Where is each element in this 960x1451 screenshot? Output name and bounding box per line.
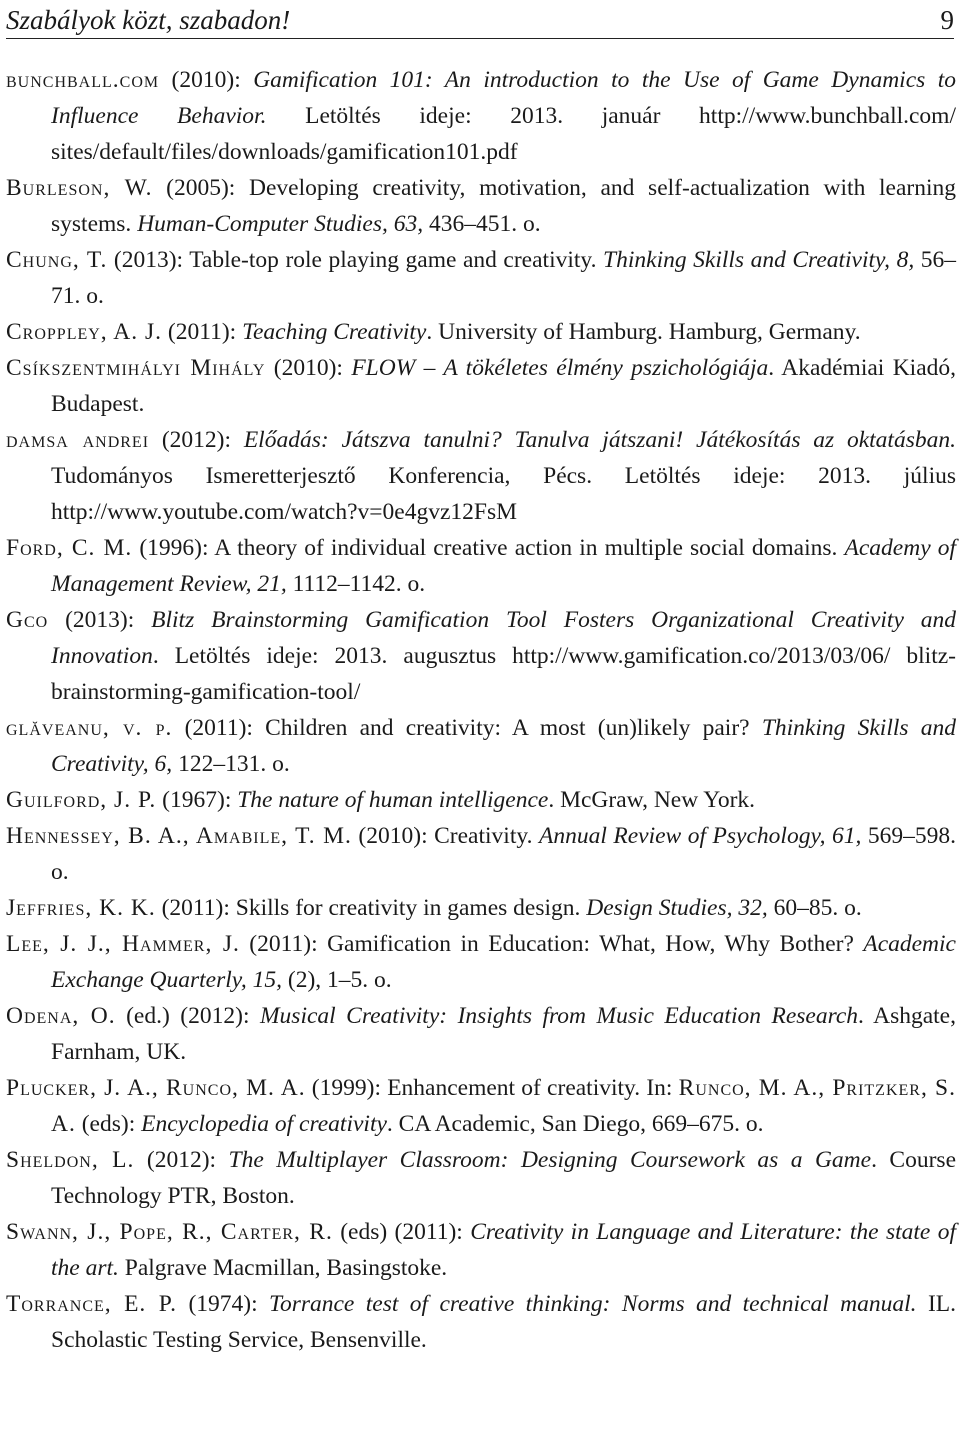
- reference-author: Runco, M. A., Pritzker, S. A.: [51, 1075, 956, 1137]
- reference-text: (eds) (2011):: [332, 1219, 471, 1245]
- reference-text: Palgrave Macmillan, Basingstoke.: [118, 1255, 448, 1281]
- reference-author: Burleson, W.: [6, 175, 153, 201]
- reference-title: Encyclopedia of creativity: [141, 1111, 387, 1137]
- reference-title: The nature of human intelligence: [237, 787, 549, 813]
- reference-author: Gco: [6, 607, 49, 633]
- reference-text: (2012):: [149, 427, 244, 453]
- reference-text: (2013): Table-top role playing game and creativity.: [107, 247, 604, 273]
- reference-title: Thinking Skills and Creativity, 6,: [51, 715, 956, 777]
- reference-author: bunchball.com: [6, 67, 160, 93]
- reference-entry: [6, 170, 956, 242]
- reference-author: Croppley, A. J.: [6, 319, 162, 345]
- reference-text: . Course Technology PTR, Boston.: [51, 1147, 956, 1209]
- reference-author: Chung, T.: [6, 247, 108, 273]
- reference-entry: [6, 1286, 956, 1358]
- reference-text: (2), 1–5. o.: [282, 967, 392, 993]
- reference-author: glăveanu, v. p.: [6, 715, 173, 741]
- reference-author: Csíkszentmihályi Mihály: [6, 355, 266, 381]
- reference-entry: [6, 1214, 956, 1286]
- reference-author: Lee, J. J., Hammer, J.: [6, 931, 240, 957]
- reference-entry: [6, 1142, 956, 1214]
- reference-title: Creativity in Language and Literature: the state of the art.: [51, 1219, 956, 1281]
- reference-text: (1974):: [177, 1291, 270, 1317]
- reference-entry: [6, 890, 956, 926]
- reference-author: Sheldon, L.: [6, 1147, 135, 1173]
- running-title: Szabályok közt, szabadon!: [6, 5, 291, 35]
- reference-title: FLOW – A tökéletes élmény pszichológiája: [351, 355, 769, 381]
- reference-text: 569–598. o.: [51, 823, 957, 885]
- reference-text: . Akadémiai Kiadó, Budapest.: [51, 355, 956, 417]
- reference-title: Thinking Skills and Creativity, 8,: [603, 247, 915, 273]
- reference-title: Torrance test of creative thinking: Norms and technical manual.: [269, 1291, 917, 1317]
- reference-text: (2013):: [48, 607, 152, 633]
- reference-text: (2011): Children and creativity: A most (un)likely pair?: [172, 715, 762, 741]
- reference-text: (2011): Gamification in Education: What, How, Why Bother?: [239, 931, 864, 957]
- reference-text: 1112–1142. o.: [286, 571, 426, 597]
- reference-text: (2005): Developing creativity, motivation, and self-actualization with learning systems.: [51, 175, 956, 237]
- reference-text: (2011):: [162, 319, 243, 345]
- reference-title: Blitz Brainstorming Gamification Tool Fosters Organizational Creativity and Innovation: [51, 607, 956, 669]
- reference-text: (1999): Enhancement of creativity. In:: [305, 1075, 679, 1101]
- page-number: 9: [940, 5, 954, 35]
- reference-title: Musical Creativity: Insights from Music Education Research: [259, 1003, 859, 1029]
- reference-text: 436–451. o.: [423, 211, 541, 237]
- reference-entry: [6, 782, 956, 818]
- reference-entry: [6, 818, 956, 890]
- reference-author: damsa andrei: [6, 427, 150, 453]
- running-header: [6, 4, 954, 39]
- reference-author: Jeffries, K. K.: [6, 895, 156, 921]
- reference-entry: [6, 602, 956, 710]
- reference-entry: [6, 710, 956, 782]
- reference-title: Gamification 101: An introduction to the Use of Game Dynamics to Influence Behavior.: [51, 67, 956, 129]
- reference-text: (2012):: [134, 1147, 229, 1173]
- reference-title: Annual Review of Psychology, 61,: [538, 823, 862, 849]
- reference-title: Előadás: Játszva tanulni? Tanulva játszani! Játékosítás az oktatásban.: [243, 427, 956, 453]
- reference-author: Torrance, E. P.: [6, 1291, 178, 1317]
- reference-text: (1967):: [156, 787, 238, 813]
- reference-text: (2010):: [159, 67, 254, 93]
- reference-text: IL. Scholastic Testing Service, Bensenville.: [51, 1291, 957, 1353]
- reference-entry: [6, 242, 956, 314]
- reference-title: Design Studies, 32,: [586, 895, 768, 921]
- reference-text: (2011): Skills for creativity in games design.: [155, 895, 587, 921]
- reference-entry: [6, 530, 956, 602]
- reference-text: Tudományos Ismeretterjesztő Konferencia, Pécs. Letöltés ideje: 2013. július http://www.youtube.com/watch?v=0e4gvz12FsM: [51, 463, 956, 525]
- reference-text: . McGraw, New York.: [548, 787, 756, 813]
- reference-author: Hennessey, B. A., Amabile, T. M.: [6, 823, 352, 849]
- reference-title: The Multiplayer Classroom: Designing Coursework as a Game: [228, 1147, 872, 1173]
- reference-author: Plucker, J. A., Runco, M. A.: [6, 1075, 306, 1101]
- reference-list: [6, 62, 956, 1358]
- reference-text: . Letöltés ideje: 2013. augusztus http://www.gamification.co/2013/03/06/ blitz-brainstorming-gamification-tool/: [51, 643, 956, 705]
- reference-entry: [6, 314, 956, 350]
- reference-author: Swann, J., Pope, R., Carter, R.: [6, 1219, 333, 1245]
- reference-entry: [6, 422, 956, 530]
- reference-text: . University of Hamburg. Hamburg, Germany.: [426, 319, 861, 345]
- reference-text: . CA Academic, San Diego, 669–675. o.: [386, 1111, 764, 1137]
- reference-text: (eds):: [75, 1111, 142, 1137]
- reference-text: 56–71. o.: [51, 247, 957, 309]
- reference-text: (1996): A theory of individual creative action in multiple social domains.: [132, 535, 845, 561]
- reference-entry: [6, 1070, 956, 1142]
- reference-text: 60–85. o.: [767, 895, 862, 921]
- reference-title: Human-Computer Studies, 63,: [137, 211, 424, 237]
- reference-author: Odena, O.: [6, 1003, 116, 1029]
- reference-text: (2010): Creativity.: [351, 823, 539, 849]
- reference-title: Academic Exchange Quarterly, 15,: [51, 931, 956, 993]
- reference-entry: [6, 998, 956, 1070]
- reference-text: Letöltés ideje: 2013. január http://www.bunchball.com/ sites/default/files/downloads/gamification101.pdf: [51, 103, 956, 165]
- reference-entry: [6, 926, 956, 998]
- reference-entry: [6, 350, 956, 422]
- reference-author: Ford, C. M.: [6, 535, 133, 561]
- reference-text: 122–131. o.: [172, 751, 290, 777]
- reference-entry: [6, 62, 956, 170]
- reference-title: Academy of Management Review, 21,: [51, 535, 957, 597]
- reference-text: (2010):: [265, 355, 352, 381]
- reference-text: (ed.) (2012):: [115, 1003, 260, 1029]
- reference-title: Teaching Creativity: [242, 319, 427, 345]
- reference-text: . Ashgate, Farnham, UK.: [51, 1003, 956, 1065]
- reference-author: Guilford, J. P.: [6, 787, 157, 813]
